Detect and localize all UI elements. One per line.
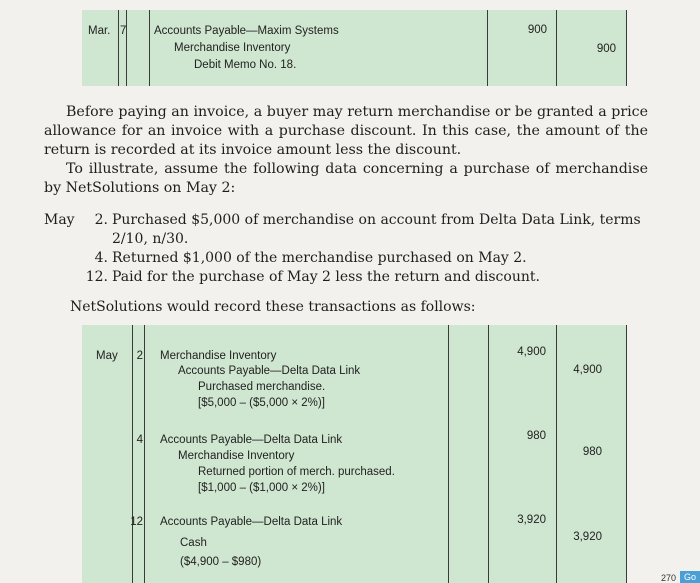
- paragraph-2: To illustrate, assume the following data concerning a purchase of merchandise by NetSolutions on May 2:: [44, 161, 648, 196]
- journal-debit-account: Accounts Payable—Maxim Systems: [154, 25, 339, 37]
- entry-credit-amount: 3,920: [573, 531, 602, 543]
- entry-debit-amount: 980: [526, 430, 546, 442]
- schedule-day-3: 12.: [85, 269, 108, 285]
- journal-entries-bottom: [82, 325, 627, 583]
- schedule-text-2: Returned $1,000 of the merchandise purchased on May 2.: [112, 250, 527, 266]
- entry-debit-account: Merchandise Inventory: [160, 350, 277, 362]
- journal-month: May: [96, 350, 118, 362]
- journal-month: Mar.: [88, 25, 111, 37]
- schedule-day-1: 2.: [94, 212, 108, 228]
- body-text: [44, 103, 648, 198]
- entry-day: 2: [136, 350, 143, 362]
- entry-debit-account: Accounts Payable—Delta Data Link: [160, 434, 343, 446]
- entry-day: 4: [136, 434, 143, 446]
- page-number: 270: [660, 573, 676, 583]
- entry-calculation: ($4,900 – $980): [180, 556, 262, 568]
- entry-day: 12: [130, 516, 143, 528]
- entry-debit-amount: 3,920: [517, 514, 546, 526]
- paragraph-3: NetSolutions would record these transactions as follows:: [70, 299, 476, 315]
- entry-explanation: Returned portion of merch. purchased.: [198, 466, 395, 478]
- journal-entry-top: [82, 10, 627, 86]
- journal-explanation: Debit Memo No. 18.: [194, 59, 297, 71]
- entry-debit-amount: 4,900: [517, 346, 546, 358]
- entry-credit-account: Accounts Payable—Delta Data Link: [178, 365, 361, 377]
- entry-credit-account: Merchandise Inventory: [178, 450, 295, 462]
- entry-explanation: Purchased merchandise.: [198, 381, 326, 393]
- schedule-text-1: Purchased $5,000 of merchandise on account from Delta Data Link, terms: [112, 212, 641, 228]
- journal-debit-amount: 900: [527, 24, 547, 36]
- journal-credit-amount: 900: [596, 43, 616, 55]
- journal-day: 7: [120, 25, 127, 37]
- schedule-text-1-cont: 2/10, n/30.: [112, 231, 189, 247]
- journal-credit-account: Merchandise Inventory: [174, 42, 291, 54]
- entry-credit-amount: 980: [582, 446, 602, 458]
- entry-calculation: [$5,000 – ($5,000 × 2%)]: [198, 397, 325, 409]
- paragraph-1: Before paying an invoice, a buyer may return merchandise or be granted a price allowance for an invoice with a purchase discount. In this case, the amount of the return is recorded at its invoice amount less the discount.: [44, 104, 648, 158]
- entry-credit-account: Cash: [180, 537, 207, 549]
- schedule-day-2: 4.: [94, 250, 108, 266]
- go-button[interactable]: Go: [680, 571, 700, 583]
- entry-calculation: [$1,000 – ($1,000 × 2%)]: [198, 482, 325, 494]
- schedule-month: May: [44, 212, 75, 228]
- entry-credit-amount: 4,900: [573, 364, 602, 376]
- schedule-text-3: Paid for the purchase of May 2 less the return and discount.: [112, 269, 540, 285]
- entry-debit-account: Accounts Payable—Delta Data Link: [160, 516, 343, 528]
